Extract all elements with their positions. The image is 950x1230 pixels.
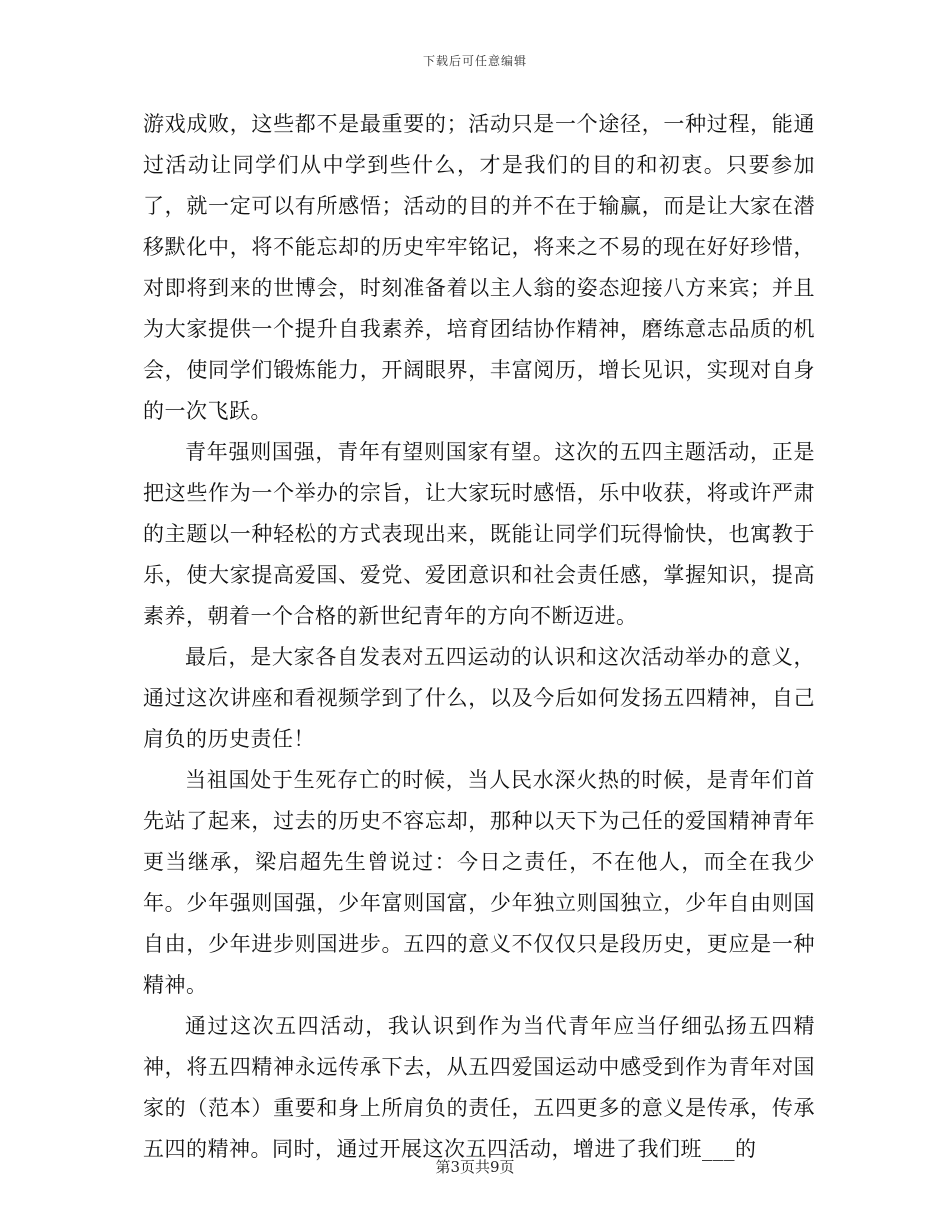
paragraph-1: 游戏成败，这些都不是最重要的；活动只是一个途径，一种过程，能通过活动让同学们从中学到些什么，才是我们的目的和初衷。只要参加了，就一定可以有所感悟；活动的目的并不在于输赢，而是让大家在潜移默化中，将不能忘却的历史牢牢铭记，将来之不易的现在好好珍惜，对即将到来的世博会，时刻准备着以主人翁的姿态迎接八方来宾；并且为大家提供一个提升自我素养，培育团结协作精神，磨练意志品质的机会，使同学们锻炼能力，开阔眼界，丰富阅历，增长见识，实现对自身的一次飞跃。 <box>143 112 815 423</box>
paragraph-2: 青年强则国强，青年有望则国家有望。这次的五四主题活动，正是把这些作为一个举办的宗旨，让大家玩时感悟，乐中收获，将或许严肃的主题以一种轻松的方式表现出来，既能让同学们玩得愉快，也寓教于乐，使大家提高爱国、爱党、爱团意识和社会责任感，掌握知识，提高素养，朝着一个合格的新世纪青年的方向不断迈进。 <box>143 440 815 628</box>
page-number: 第3页共9页 <box>435 1158 515 1176</box>
document-body <box>143 104 815 1170</box>
paragraph-5: 通过这次五四活动，我认识到作为当代青年应当仔细弘扬五四精神，将五四精神永远传承下去，从五四爱国运动中感受到作为青年对国家的（范本）重要和身上所肩负的责任，五四更多的意义是传承，传承五四的精神。同时，通过开展这次五四活动，增进了我们班___的 <box>143 1014 815 1161</box>
paragraph-4: 当祖国处于生死存亡的时候，当人民水深火热的时候，是青年们首先站了起来，过去的历史不容忘却，那种以天下为己任的爱国精神青年更当继承，梁启超先生曾说过：今日之责任，不在他人，而全在我少年。少年强则国强，少年富则国富，少年独立则国独立，少年自由则国自由，少年进步则国进步。五四的意义不仅仅只是段历史，更应是一种精神。 <box>143 768 815 997</box>
paragraph-3: 最后，是大家各自发表对五四运动的认识和这次活动举办的意义，通过这次讲座和看视频学到了什么，以及今后如何发扬五四精神，自己肩负的历史责任！ <box>143 645 815 751</box>
page-header-note: 下载后可任意编辑 <box>422 54 527 68</box>
